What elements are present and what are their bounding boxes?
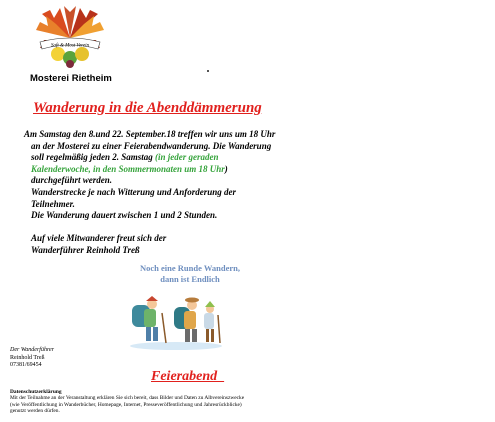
privacy-line: (wie Veröffentlichung in Wanderbücher, Homepage, Internet, Presseveröffentlichung und Jahresrückblicke)	[10, 401, 242, 408]
tagline	[128, 263, 252, 285]
event-description	[24, 129, 294, 257]
green-highlight: Kalenderwoche, in den Sommermonaten um 18 Uhr	[31, 163, 225, 174]
event-line: Teilnehmer.	[31, 198, 75, 209]
signature	[10, 347, 54, 370]
event-line: an der Mosterei zu einer Feierabendwanderung. Die Wanderung	[31, 140, 272, 151]
event-line: Wanderstrecke je nach Witterung und Anforderung der	[31, 186, 237, 197]
logo	[30, 4, 110, 70]
brand-name: Mosterei Rietheim	[30, 73, 112, 84]
privacy-line: Mit der Teilnahme an der Veranstaltung erklären Sie sich bereit, dass Bilder und Daten zu Albvereinszwecke	[10, 395, 245, 402]
green-close: )	[224, 163, 228, 174]
signature-phone: 07381/69454	[10, 362, 42, 369]
closing-line: Wanderführer Reinhold Treß	[31, 244, 140, 255]
event-line: Die Wanderung dauert zwischen 1 und 2 Stunden.	[31, 210, 218, 221]
tagline-line: Noch eine Runde Wandern,	[140, 263, 240, 273]
privacy-heading: Datenschutzerklärung	[10, 389, 62, 395]
event-line	[24, 152, 294, 164]
footer-title: Feierabend	[151, 369, 225, 384]
event-line: durchgeführt werden.	[31, 175, 113, 186]
tagline-line: dann ist Endlich	[160, 274, 220, 284]
hikers-illustration	[122, 291, 230, 351]
event-line	[24, 164, 294, 176]
signature-name: Reinhold Treß	[10, 354, 45, 361]
stray-dot	[207, 70, 209, 72]
privacy-line: genutzt werden dürfen.	[10, 407, 60, 414]
closing-line: Auf viele Mitwanderer freut sich der	[31, 233, 167, 244]
privacy-statement	[10, 389, 330, 414]
signature-role: Der Wanderführer	[10, 347, 55, 353]
event-line-text: soll regelmäßig jeden 2. Samstag	[31, 152, 153, 163]
logo-banner-text: Saft & Most Verein	[50, 43, 90, 49]
event-line: Am Samstag den 8.und 22. September.18 treffen wir uns um 18 Uhr	[24, 129, 276, 139]
event-title: Wanderung in die Abenddämmerung	[33, 100, 262, 116]
green-highlight: (in jeder geraden	[155, 152, 219, 163]
